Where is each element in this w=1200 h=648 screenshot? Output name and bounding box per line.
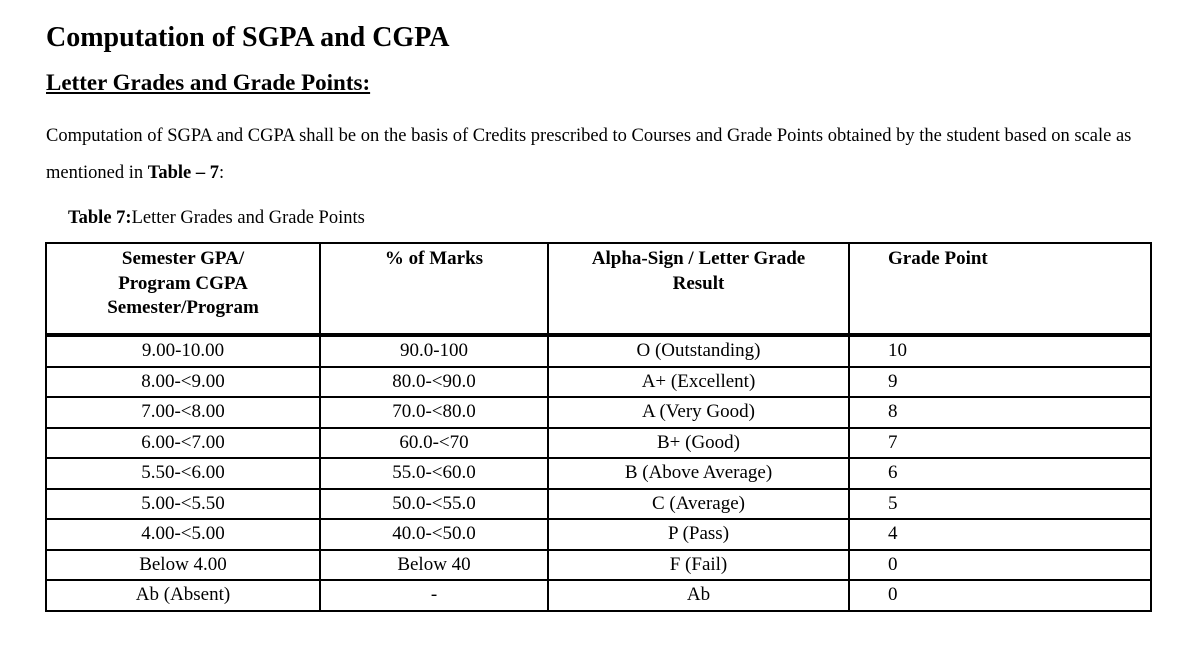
table-caption-label: Table 7: <box>68 208 132 228</box>
cell-letter-grade: P (Pass) <box>548 519 849 550</box>
header-marks-label: % of Marks <box>384 248 484 269</box>
table-reference: Table – 7 <box>147 163 220 183</box>
header-letter-grade-line: Result <box>672 272 725 294</box>
table-row <box>46 580 1151 611</box>
cell-letter-grade: A+ (Excellent) <box>548 367 849 398</box>
cell-grade-point: 7 <box>849 428 1151 459</box>
table-caption <box>68 205 365 231</box>
cell-letter-grade: O (Outstanding) <box>548 335 849 367</box>
table-row <box>46 550 1151 581</box>
header-letter-grade-line: Alpha-Sign / Letter Grade <box>591 248 806 269</box>
cell-grade-point: 4 <box>849 519 1151 550</box>
header-grade-point-label: Grade Point <box>888 248 988 269</box>
cell-gpa-range: 6.00-<7.00 <box>46 428 320 459</box>
table-row <box>46 489 1151 520</box>
cell-letter-grade: Ab <box>548 580 849 611</box>
cell-gpa-range: 5.50-<6.00 <box>46 458 320 489</box>
header-gpa-line: Semester/Program <box>107 297 259 318</box>
cell-marks-range: 55.0-<60.0 <box>320 458 548 489</box>
intro-paragraph <box>46 118 1176 192</box>
table-row <box>46 335 1151 367</box>
table-row <box>46 458 1151 489</box>
cell-gpa-range: 9.00-10.00 <box>46 335 320 367</box>
cell-letter-grade: B (Above Average) <box>548 458 849 489</box>
cell-grade-point: 0 <box>849 580 1151 611</box>
cell-grade-point: 10 <box>849 335 1151 367</box>
cell-gpa-range: 8.00-<9.00 <box>46 367 320 398</box>
header-letter-grade <box>548 243 849 335</box>
table-row <box>46 428 1151 459</box>
cell-grade-point: 0 <box>849 550 1151 581</box>
cell-grade-point: 6 <box>849 458 1151 489</box>
cell-letter-grade: F (Fail) <box>548 550 849 581</box>
header-gpa-line: Program CGPA <box>118 272 248 294</box>
header-grade-point <box>849 243 1151 335</box>
page-title: Computation of SGPA and CGPA <box>46 22 450 53</box>
table-body <box>46 335 1151 611</box>
cell-gpa-range: 4.00-<5.00 <box>46 519 320 550</box>
cell-grade-point: 5 <box>849 489 1151 520</box>
table-row <box>46 519 1151 550</box>
grade-table <box>45 242 1152 612</box>
cell-marks-range: 80.0-<90.0 <box>320 367 548 398</box>
cell-gpa-range: 7.00-<8.00 <box>46 397 320 428</box>
cell-letter-grade: B+ (Good) <box>548 428 849 459</box>
header-gpa-line: Semester GPA/ <box>121 248 245 269</box>
cell-gpa-range: Below 4.00 <box>46 550 320 581</box>
cell-letter-grade: A (Very Good) <box>548 397 849 428</box>
cell-marks-range: 40.0-<50.0 <box>320 519 548 550</box>
cell-marks-range: Below 40 <box>320 550 548 581</box>
header-gpa <box>46 243 320 335</box>
cell-marks-range: 90.0-100 <box>320 335 548 367</box>
table-caption-text: Letter Grades and Grade Points <box>131 208 365 228</box>
cell-marks-range: - <box>320 580 548 611</box>
cell-letter-grade: C (Average) <box>548 489 849 520</box>
table-header-row <box>46 243 1151 335</box>
cell-grade-point: 8 <box>849 397 1151 428</box>
table-row <box>46 367 1151 398</box>
cell-marks-range: 60.0-<70 <box>320 428 548 459</box>
section-heading: Letter Grades and Grade Points: <box>46 70 371 95</box>
paragraph-text: Computation of SGPA and CGPA shall be on the basis of Credits prescribed to Courses and Grade Points obtained by the student based on scale as mentioned in <box>46 126 1132 183</box>
paragraph-end: : <box>219 163 225 183</box>
cell-marks-range: 50.0-<55.0 <box>320 489 548 520</box>
cell-marks-range: 70.0-<80.0 <box>320 397 548 428</box>
cell-grade-point: 9 <box>849 367 1151 398</box>
table-row <box>46 397 1151 428</box>
cell-gpa-range: Ab (Absent) <box>46 580 320 611</box>
header-marks <box>320 243 548 335</box>
cell-gpa-range: 5.00-<5.50 <box>46 489 320 520</box>
